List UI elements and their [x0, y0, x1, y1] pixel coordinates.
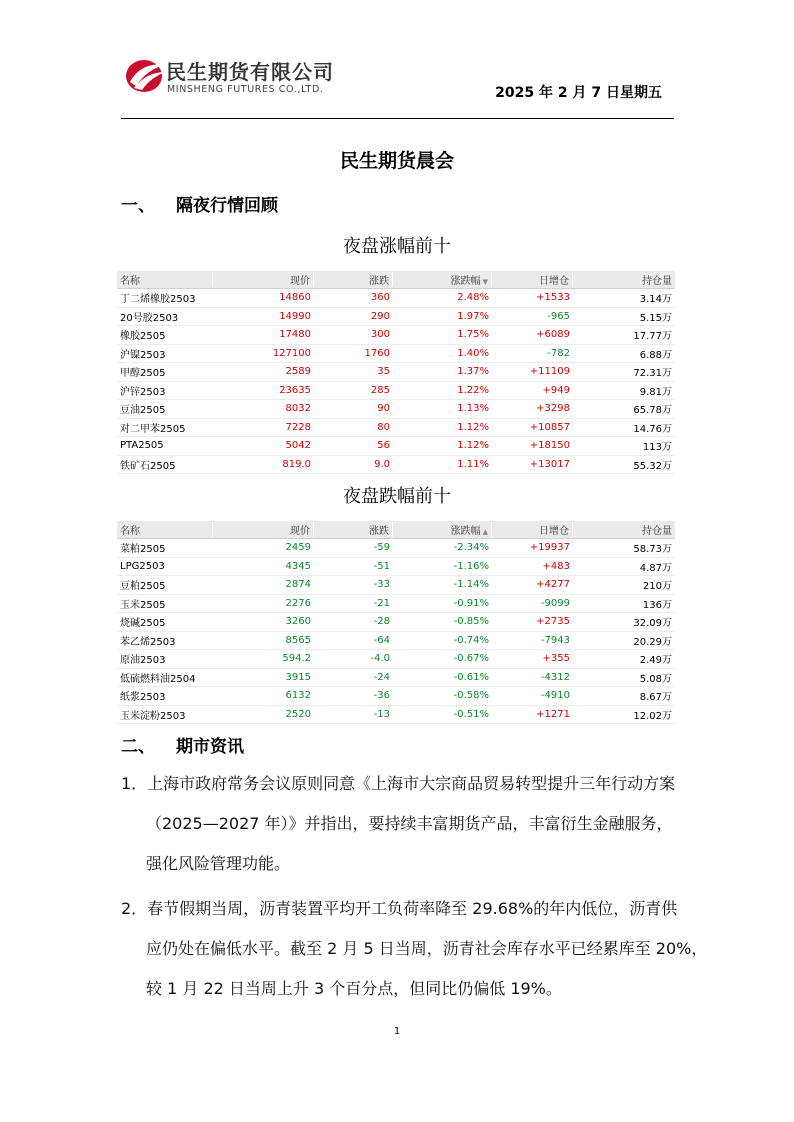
cell-name: 原油2503: [120, 655, 166, 667]
cell-oi-change: -4910: [540, 690, 570, 702]
report-date: 2025 年 2 月 7 日星期五: [495, 85, 662, 101]
cell-price: 2276: [285, 597, 311, 609]
cell-change-pct: 1.37%: [457, 366, 489, 378]
cell-price: 2459: [285, 542, 311, 554]
table-row[interactable]: [117, 419, 675, 438]
section-number: 一、: [121, 196, 155, 216]
cell-oi-change: -7943: [540, 634, 570, 646]
section-number: 二、: [121, 737, 155, 757]
cell-open-interest: 72.31万: [633, 368, 672, 380]
cell-change: 90: [377, 403, 390, 415]
cell-name: 沪锌2503: [120, 386, 166, 398]
cell-open-interest: 20.29万: [633, 636, 672, 648]
cell-change: -64: [373, 634, 390, 646]
cell-change: -33: [373, 579, 390, 591]
cell-name: 菜粕2505: [120, 544, 166, 556]
gainers-table: [117, 271, 675, 474]
cell-change-pct: 1.11%: [457, 458, 489, 470]
cell-price: 2589: [285, 366, 311, 378]
cell-change-pct: 1.12%: [457, 421, 489, 433]
section-heading-news: [121, 732, 244, 757]
cell-open-interest: 8.67万: [639, 692, 672, 704]
losers-table: [117, 521, 675, 724]
table-row[interactable]: [117, 539, 675, 558]
cell-open-interest: 136万: [642, 599, 672, 611]
cell-oi-change: +1271: [536, 708, 570, 720]
cell-open-interest: 4.87万: [639, 562, 672, 574]
cell-price: 7228: [285, 421, 311, 433]
cell-name: PTA2505: [120, 440, 164, 452]
cell-open-interest: 5.15万: [639, 312, 672, 324]
table-row[interactable]: [117, 576, 675, 595]
cell-change-pct: -0.85%: [453, 616, 489, 628]
news-line: 1．上海市政府常务会议原则同意《上海市大宗商品贸易转型提升三年行动方案: [121, 774, 676, 793]
cell-price: 8565: [285, 634, 311, 646]
cell-change: 285: [370, 384, 390, 396]
cell-oi-change: +2735: [536, 616, 570, 628]
cell-price: 17480: [279, 329, 311, 341]
page-number: 1: [393, 1026, 401, 1037]
col-header-name[interactable]: 名称: [117, 272, 213, 287]
table-row[interactable]: [117, 558, 675, 577]
cell-name: 沪镍2503: [120, 349, 166, 361]
cell-change: -13: [373, 708, 390, 720]
table-row[interactable]: [117, 595, 675, 614]
cell-price: 3260: [285, 616, 311, 628]
cell-open-interest: 17.77万: [633, 331, 672, 343]
cell-change-pct: 1.75%: [457, 329, 489, 341]
cell-change: -28: [373, 616, 390, 628]
cell-oi-change: -782: [547, 347, 570, 359]
cell-oi-change: -965: [547, 310, 570, 322]
cell-change: -21: [373, 597, 390, 609]
cell-price: 4345: [285, 560, 311, 572]
cell-open-interest: 55.32万: [633, 460, 672, 472]
col-header-oi-change[interactable]: 日增仓: [492, 272, 573, 287]
cell-oi-change: +3298: [536, 403, 570, 415]
news-line: 应仍处在偏低水平。截至 2 月 5 日当周，沥青社会库存水平已经累库至 20%，: [146, 939, 708, 958]
news-item-2: [121, 889, 708, 1009]
table-row[interactable]: [117, 669, 675, 688]
col-header-change[interactable]: 涨跌: [314, 272, 393, 287]
table-row[interactable]: [117, 687, 675, 706]
cell-open-interest: 6.88万: [639, 349, 672, 361]
cell-name: 丁二烯橡胶2503: [120, 294, 196, 306]
header-divider: [121, 118, 674, 119]
page-title: 民生期货晨会: [339, 150, 454, 172]
cell-change-pct: -2.34%: [453, 542, 489, 554]
losers-table-title: 夜盘跌幅前十: [343, 486, 451, 507]
cell-change: 300: [370, 329, 390, 341]
news-line: 强化风险管理功能。: [146, 854, 291, 873]
cell-change-pct: 1.12%: [457, 440, 489, 452]
cell-name: 豆油2505: [120, 405, 166, 417]
col-header-oi-change[interactable]: 日增仓: [492, 522, 573, 537]
cell-name: 甲醇2505: [120, 368, 166, 380]
cell-price: 5042: [285, 440, 311, 452]
cell-open-interest: 9.81万: [639, 386, 672, 398]
col-header-name[interactable]: 名称: [117, 522, 213, 537]
cell-oi-change: +13017: [529, 458, 570, 470]
table-body: [117, 539, 675, 724]
cell-name: LPG2503: [120, 560, 165, 572]
cell-open-interest: 3.14万: [639, 294, 672, 306]
cell-name: 铁矿石2505: [120, 460, 176, 472]
cell-change: 1760: [364, 347, 390, 359]
cell-change: 80: [377, 421, 390, 433]
table-row[interactable]: [117, 289, 675, 308]
cell-change-pct: -0.67%: [453, 653, 489, 665]
cell-open-interest: 12.02万: [633, 710, 672, 722]
cell-price: 594.2: [282, 653, 311, 665]
table-row[interactable]: [117, 437, 675, 456]
cell-open-interest: 58.73万: [633, 544, 672, 556]
news-line: 较 1 月 22 日当周上升 3 个百分点，但同比仍偏低 19%。: [146, 979, 562, 998]
cell-change-pct: -0.74%: [453, 634, 489, 646]
col-header-change-pct[interactable]: [393, 522, 492, 537]
cell-name: 纸浆2503: [120, 692, 166, 704]
cell-change-pct: -1.14%: [453, 579, 489, 591]
col-header-label: 涨跌幅: [450, 276, 481, 287]
table-row[interactable]: [117, 363, 675, 382]
cell-name: 对二甲苯2505: [120, 423, 186, 435]
cell-change-pct: 1.40%: [457, 347, 489, 359]
cell-change-pct: -0.91%: [453, 597, 489, 609]
cell-change-pct: -0.51%: [453, 708, 489, 720]
cell-oi-change: +4277: [536, 579, 570, 591]
cell-change-pct: 1.13%: [457, 403, 489, 415]
col-header-open-interest[interactable]: 持仓量: [642, 276, 672, 287]
cell-open-interest: 2.49万: [639, 655, 672, 667]
table-body: [117, 289, 675, 474]
cell-name: 20号胶2503: [120, 312, 179, 324]
col-header-label: 涨跌幅: [450, 526, 481, 537]
cell-change: -51: [373, 560, 390, 572]
table-row[interactable]: [117, 345, 675, 364]
company-name-en: MINSHENG FUTURES CO.,LTD.: [167, 84, 324, 95]
news-item-1: [121, 764, 681, 884]
cell-change-pct: 2.48%: [457, 292, 489, 304]
cell-name: 烧碱2505: [120, 618, 166, 630]
table-row[interactable]: [117, 400, 675, 419]
cell-name: 橡胶2505: [120, 331, 166, 343]
cell-oi-change: +355: [542, 653, 570, 665]
cell-oi-change: +483: [542, 560, 570, 572]
company-name-cn: 民生期货有限公司: [166, 60, 334, 84]
section-title: 期市资讯: [176, 737, 244, 757]
cell-oi-change: -9099: [540, 597, 570, 609]
cell-change-pct: -1.16%: [453, 560, 489, 572]
cell-change-pct: 1.97%: [457, 310, 489, 322]
col-header-change-pct[interactable]: [393, 272, 492, 287]
col-header-open-interest[interactable]: 持仓量: [642, 526, 672, 537]
news-line: （2025—2027 年）》并指出，要持续丰富期货产品，丰富衍生金融服务，: [146, 814, 673, 833]
cell-open-interest: 32.09万: [633, 618, 672, 630]
col-header-change[interactable]: 涨跌: [314, 522, 393, 537]
gainers-table-title: 夜盘涨幅前十: [343, 236, 451, 257]
cell-price: 819.0: [282, 458, 311, 470]
sort-desc-icon[interactable]: ▼: [482, 278, 488, 286]
cell-change: 290: [370, 310, 390, 322]
cell-price: 8032: [285, 403, 311, 415]
cell-oi-change: -4312: [540, 671, 570, 683]
cell-change-pct: 1.22%: [457, 384, 489, 396]
cell-price: 6132: [285, 690, 311, 702]
news-line: 2．春节假期当周，沥青装置平均开工负荷率降至 29.68%的年内低位，沥青供: [121, 899, 678, 918]
cell-oi-change: +6089: [536, 329, 570, 341]
cell-oi-change: +11109: [529, 366, 570, 378]
company-logo: [124, 55, 364, 101]
cell-name: 低硫燃料油2504: [120, 673, 196, 685]
cell-oi-change: +1533: [536, 292, 570, 304]
table-row[interactable]: [117, 382, 675, 401]
cell-change: -36: [373, 690, 390, 702]
cell-open-interest: 65.78万: [633, 405, 672, 417]
cell-change: -24: [373, 671, 390, 683]
cell-change-pct: -0.61%: [453, 671, 489, 683]
table-row[interactable]: [117, 456, 675, 475]
table-row[interactable]: [117, 308, 675, 327]
table-row[interactable]: [117, 326, 675, 345]
cell-price: 14990: [279, 310, 311, 322]
cell-change: 9.0: [374, 458, 390, 470]
table-row[interactable]: [117, 706, 675, 725]
section-title: 隔夜行情回顾: [176, 196, 278, 216]
cell-change: 360: [370, 292, 390, 304]
cell-price: 2520: [285, 708, 311, 720]
col-header-price[interactable]: 现价: [213, 272, 314, 287]
sort-asc-icon[interactable]: ▲: [482, 528, 488, 536]
cell-open-interest: 113万: [642, 442, 672, 454]
cell-oi-change: +19937: [529, 542, 570, 554]
table-row[interactable]: [117, 613, 675, 632]
col-header-price[interactable]: 现价: [213, 522, 314, 537]
cell-price: 127100: [272, 347, 311, 359]
cell-price: 23635: [279, 384, 311, 396]
cell-name: 苯乙烯2503: [120, 636, 176, 648]
table-row[interactable]: [117, 632, 675, 651]
logo-mark-icon: [124, 55, 166, 95]
table-header: [117, 521, 675, 539]
cell-change: 35: [377, 366, 390, 378]
cell-change: -4.0: [370, 653, 390, 665]
cell-change: 56: [377, 440, 390, 452]
cell-open-interest: 14.76万: [633, 423, 672, 435]
cell-name: 玉米2505: [120, 599, 166, 611]
section-heading-review: [121, 191, 278, 216]
table-header: [117, 271, 675, 289]
cell-price: 3915: [285, 671, 311, 683]
cell-oi-change: +18150: [529, 440, 570, 452]
cell-name: 玉米淀粉2503: [120, 710, 186, 722]
cell-change-pct: -0.58%: [453, 690, 489, 702]
cell-oi-change: +10857: [529, 421, 570, 433]
cell-price: 14860: [279, 292, 311, 304]
cell-open-interest: 210万: [642, 581, 672, 593]
cell-change: -59: [373, 542, 390, 554]
cell-name: 豆粕2505: [120, 581, 166, 593]
cell-oi-change: +949: [542, 384, 570, 396]
cell-price: 2874: [285, 579, 311, 591]
cell-open-interest: 5.08万: [639, 673, 672, 685]
table-row[interactable]: [117, 650, 675, 669]
